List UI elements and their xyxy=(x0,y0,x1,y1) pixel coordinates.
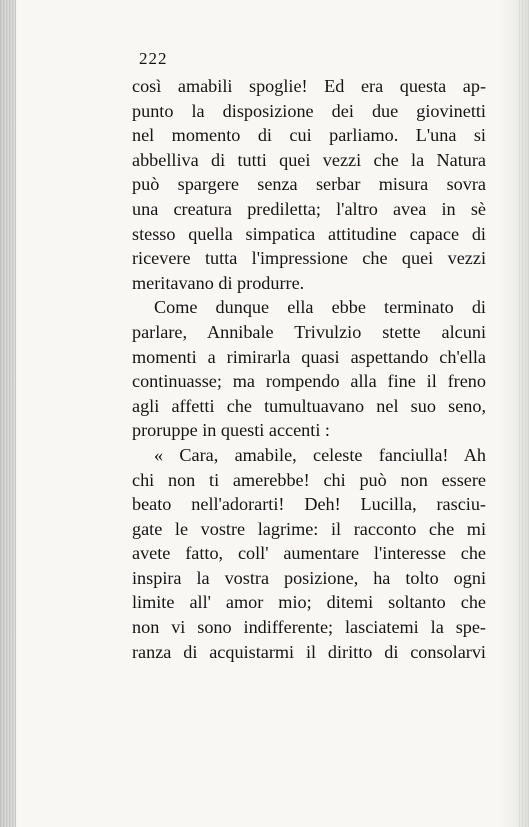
text-line: così amabili spoglie! Ed era questa ap- xyxy=(132,76,486,96)
text-line: ranza di acquistarmi il diritto di consolarvi xyxy=(132,641,486,662)
text-line: gate le vostre lagrime: il racconto che mi xyxy=(132,518,486,539)
text-line: punto la disposizione dei due giovinetti xyxy=(132,100,486,121)
body-text xyxy=(132,74,486,664)
text-line: abbelliva di tutti quei vezzi che la Natura xyxy=(132,149,486,170)
text-line: stesso quella simpatica attitudine capace di xyxy=(132,223,486,244)
page-binding-edge xyxy=(0,0,16,827)
page-number: 222 xyxy=(139,49,168,68)
text-line: continuasse; ma rompendo alla fine il freno xyxy=(132,371,486,392)
text-line: meritavano di produrre. xyxy=(132,272,305,293)
text-line: una creatura prediletta; l'altro avea in sè xyxy=(132,198,486,219)
text-line: può spargere senza serbar misura sovra xyxy=(132,174,486,195)
text-line: inspira la vostra posizione, ha tolto ogni xyxy=(132,567,486,588)
text-line: limite all' amor mio; ditemi soltanto che xyxy=(132,592,486,613)
text-line: Come dunque ella ebbe terminato di xyxy=(154,297,486,318)
text-line: avete fatto, coll' aumentare l'interesse che xyxy=(132,543,486,564)
text-line: parlare, Annibale Trivulzio stette alcuni xyxy=(132,321,486,342)
text-line: ricevere tutta l'impressione che quei vezzi xyxy=(132,248,486,269)
text-line: nel momento di cui parliamo. L'una si xyxy=(132,125,486,146)
text-line: non vi sono indifferente; lasciatemi la spe- xyxy=(132,617,486,638)
text-line: beato nell'adorarti! Deh! Lucilla, rasciu- xyxy=(132,494,486,515)
text-line: agli affetti che tumultuavano nel suo seno, xyxy=(132,395,486,416)
text-line: chi non ti amerebbe! chi può non essere xyxy=(132,469,486,490)
text-line: proruppe in questi accenti : xyxy=(132,420,330,441)
text-line: « Cara, amabile, celeste fanciulla! Ah xyxy=(154,444,486,465)
page-outer-edge xyxy=(519,0,529,827)
text-line: momenti a rimirarla quasi aspettando ch'ella xyxy=(132,346,486,367)
